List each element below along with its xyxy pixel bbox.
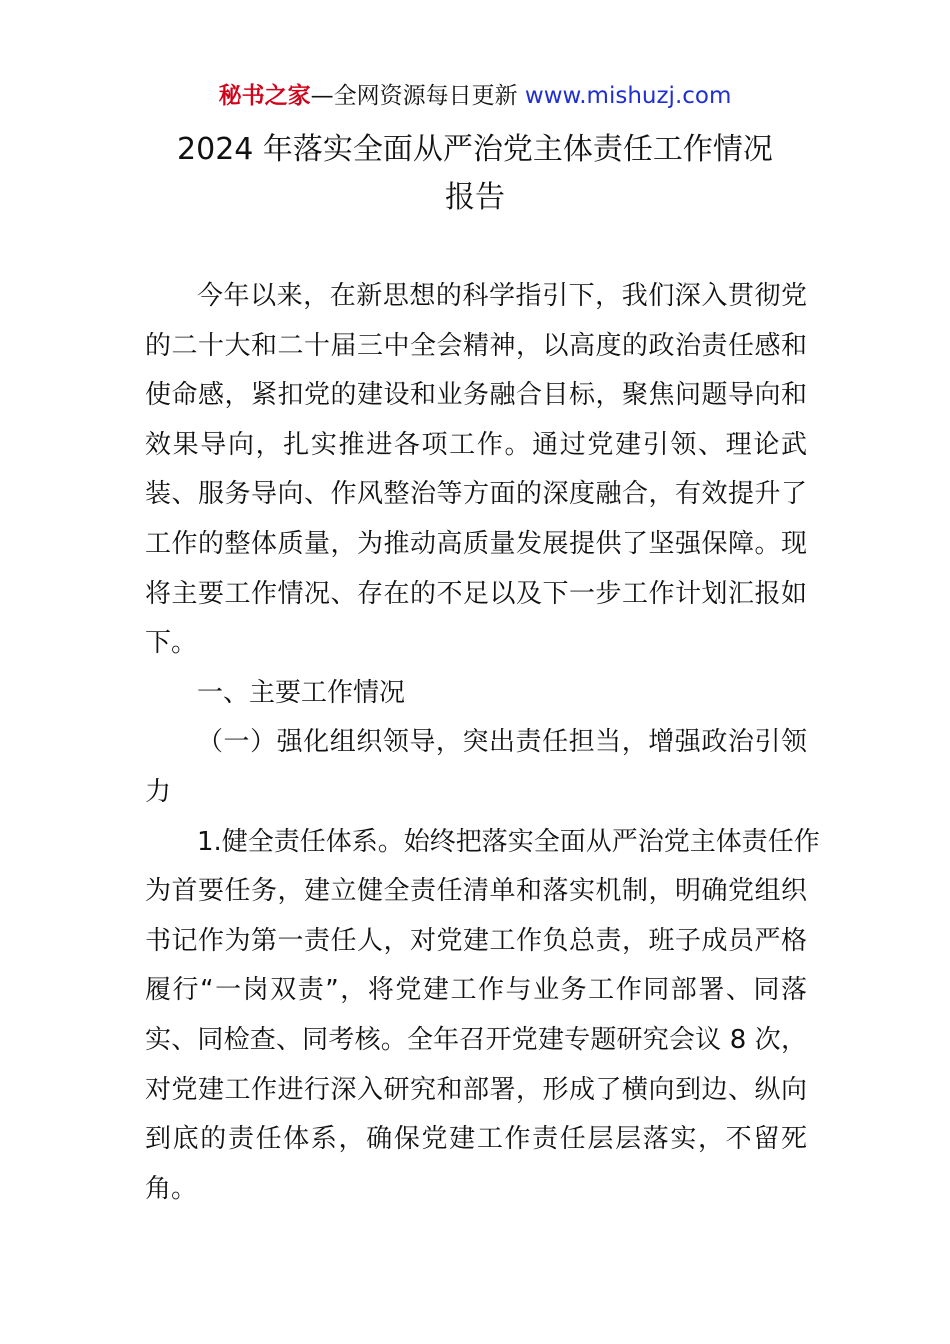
body-line: 对党建工作进行深入研究和部署，形成了横向到边、纵向 <box>145 1074 807 1105</box>
body-line: 实、同检查、同考核。全年召开党建专题研究会议 8 次， <box>145 1024 807 1055</box>
site-brand: 秘书之家 <box>218 83 311 109</box>
body-line: 下。 <box>145 628 198 659</box>
body-line: 效果导向，扎实推进各项工作。通过党建引领、理论武 <box>145 429 807 460</box>
body-line: 到底的责任体系，确保党建工作责任层层落实，不留死 <box>145 1124 807 1155</box>
body-line: 的二十大和二十届三中全会精神，以高度的政治责任感和 <box>145 330 807 361</box>
subsection-heading-continued: 力 <box>145 776 172 807</box>
body-line: 今年以来，在新思想的科学指引下，我们深入贯彻党 <box>197 281 807 311</box>
subsection-heading: （一）强化组织领导，突出责任担当，增强政治引领 <box>197 727 807 758</box>
body-line: 为首要任务，建立健全责任清单和落实机制，明确党组织 <box>145 876 807 907</box>
body-line: 书记作为第一责任人，对党建工作负总责，班子成员严格 <box>145 925 807 956</box>
site-url-link[interactable]: www.mishuzj.com <box>524 83 732 109</box>
section-heading: 一、主要工作情况 <box>197 677 406 708</box>
body-line: 角。 <box>145 1173 198 1204</box>
site-banner <box>0 80 950 112</box>
body-line: 装、服务导向、作风整治等方面的深度融合，有效提升了 <box>145 479 807 510</box>
body-line: 工作的整体质量，为推动高质量发展提供了坚强保障。现 <box>145 528 807 559</box>
body-line: 使命感，紧扣党的建设和业务融合目标，聚焦问题导向和 <box>145 380 807 411</box>
site-tagline: —全网资源每日更新 <box>310 83 525 109</box>
body-line: 将主要工作情况、存在的不足以及下一步工作计划汇报如 <box>145 578 807 609</box>
document-body <box>145 272 820 1214</box>
title-line-1: 2024 年落实全面从严治党主体责任工作情况 <box>177 132 773 167</box>
body-line: 履行“一岗双责”，将党建工作与业务工作同部署、同落 <box>145 975 807 1006</box>
document-title <box>0 126 950 222</box>
title-line-2: 报告 <box>445 180 505 215</box>
body-line: 1.健全责任体系。始终把落实全面从严治党主体责任作 <box>197 826 820 857</box>
